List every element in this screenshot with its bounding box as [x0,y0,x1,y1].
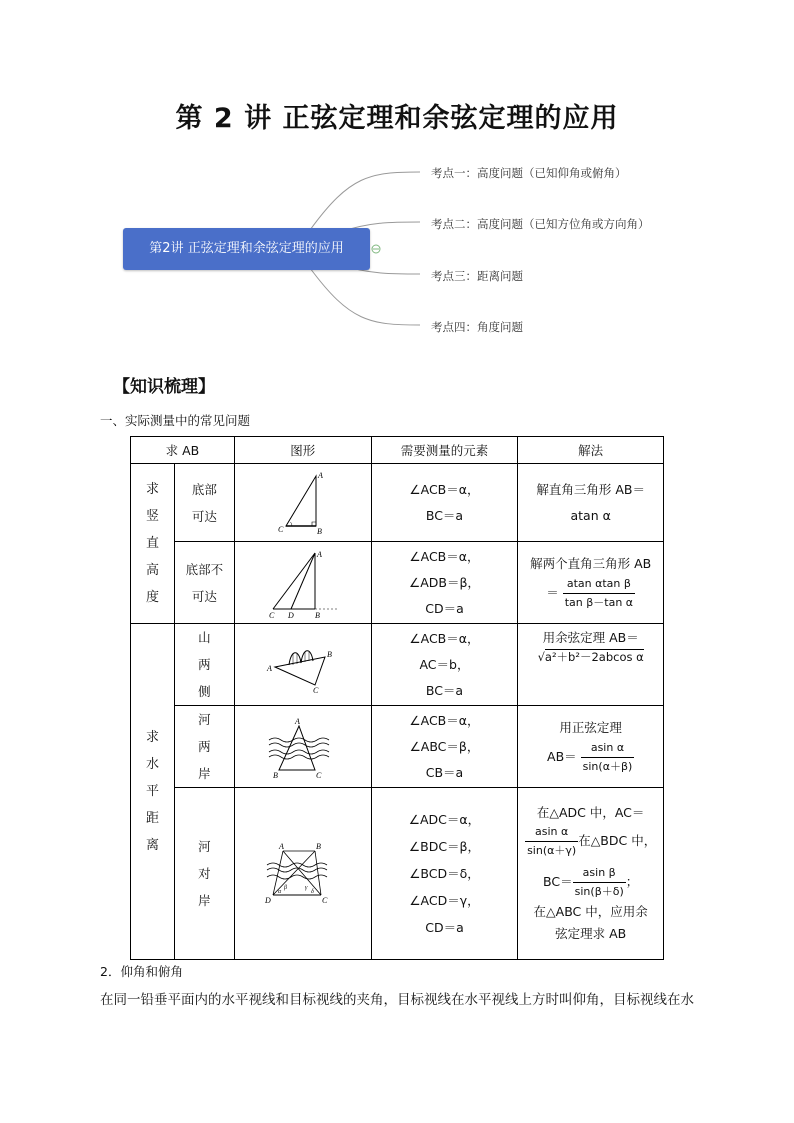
label-beta: β [283,884,287,891]
case-text: 河两岸 [198,712,211,781]
mindmap-branch-4[interactable]: 考点四：角度问题 [431,320,523,334]
label-gamma: γ [304,884,308,891]
sqrt-symbol: √ [537,650,545,664]
case-label [174,464,234,542]
figure-cell [234,464,371,542]
header-method: 解法 [518,437,664,464]
figure-right-triangle [268,468,338,538]
fraction-numerator: atan αtan β [563,575,635,594]
method-cell [518,706,664,788]
method-cell [518,542,664,624]
table-row [131,624,664,706]
fraction-numerator: asin α [525,823,578,842]
method-text: BC＝ [543,873,573,889]
figure-cell [234,788,371,960]
label-a: A [316,549,322,559]
header-elements: 需要测量的元素 [371,437,518,464]
element-text: ∠ADC＝α， [408,812,481,827]
figure-cell [234,706,371,788]
figure-cell [234,624,371,706]
figure-river-two-banks [263,714,343,780]
figure-river-opposite-bank [263,839,343,909]
figure-cell [234,542,371,624]
table-row [131,706,664,788]
method-text: ＝ [546,585,559,600]
method-text: ； [625,873,639,889]
element-text: ∠ACB＝α， [409,548,480,564]
label-b: B [272,770,278,780]
measurement-table [130,436,664,960]
element-text: ∠ACD＝γ， [409,893,480,908]
label-c: C [268,610,275,619]
method-text: 解直角三角形 AB＝ [536,481,645,497]
label-c: C [312,685,319,695]
group-label: 求水平距离 [145,730,159,853]
mindmap-branch-2[interactable]: 考点二：高度问题（已知方位角或方向角） [431,217,650,231]
section-heading: 【知识梳理】 [113,377,215,397]
fraction-denominator: tan β－tan α [564,596,634,609]
fraction [573,864,626,901]
case-text: 山两侧 [198,630,211,699]
label-a: A [294,716,300,726]
element-text: ∠ADB＝β， [409,574,480,590]
fraction [581,739,635,776]
elements-cell [371,464,518,542]
table-row [131,464,664,542]
case-label [174,706,234,788]
label-b: B [326,649,332,659]
element-text: BC＝a [425,682,464,698]
method-cell [518,788,664,960]
element-text: CD＝a [425,600,464,616]
method-formula [518,864,663,901]
fraction [563,575,635,612]
case-label [174,788,234,960]
label-alpha: α [277,888,281,895]
label-a: A [266,663,272,673]
label-c: C [315,770,322,780]
method-cell [518,624,664,706]
mindmap-branch-3[interactable]: 考点三：距离问题 [431,269,523,283]
elements-cell [371,624,518,706]
paragraph-text: 在同一铅垂平面内的水平视线和目标视线的夹角，目标视线在水平视线上方时叫仰角，目标视线在水 [100,992,694,1008]
element-text: ∠ACB＝α， [409,712,480,728]
element-text: CB＝a [425,764,464,780]
method-text: 弦定理求 AB [555,925,627,941]
mindmap-connectors [0,150,794,350]
method-cell [518,464,664,542]
table-row [131,788,664,960]
group-vertical-height [131,464,175,624]
elements-cell [371,788,518,960]
case-text: 底部不可达 [185,561,224,604]
label-c: C [277,524,284,534]
header-figure: 图形 [234,437,371,464]
method-text: 在△ADC 中，AC＝ [536,804,645,820]
elements-cell [371,542,518,624]
element-text: BC＝a [425,507,464,523]
method-text: AB＝ [547,749,577,764]
method-formula [518,739,663,776]
page-title: 第 2 讲 正弦定理和余弦定理的应用 [175,103,619,134]
label-d: D [287,610,294,619]
fraction-denominator: sin(α＋γ) [527,843,577,857]
element-text: CD＝a [425,920,464,935]
method-formula [518,575,663,612]
method-text: 解两个直角三角形 AB [530,556,652,571]
method-text: 在△BDC 中， [578,832,657,848]
element-text: ∠BCD＝δ， [409,866,480,881]
label-b: B [314,610,320,619]
case-label [174,542,234,624]
subsection-heading-2: 2．仰角和俯角 [100,964,183,979]
figure-mountain [263,635,343,695]
group-label: 求竖直高度 [145,482,159,605]
label-delta: δ [310,888,314,895]
fraction-numerator: asin α [581,739,635,758]
fraction-denominator: sin(β＋δ) [574,884,624,898]
sqrt-formula [518,648,663,666]
header-ab: 求 AB [131,437,235,464]
fraction [525,823,578,860]
label-c: C [321,895,328,905]
method-formula [518,823,663,860]
case-text: 河对岸 [198,839,211,908]
label-b: B [315,841,321,851]
mindmap-branch-1[interactable]: 考点一：高度问题（已知仰角或俯角） [431,166,627,180]
case-text: 底部可达 [191,481,217,524]
fraction-denominator: sin(α＋β) [582,760,633,773]
table-row [131,542,664,624]
element-text: ∠ACB＝α， [409,481,480,497]
element-text: AC＝b， [419,656,470,672]
label-d: D [264,895,271,905]
group-horizontal-distance [131,624,175,960]
element-text: ∠ACB＝α， [409,630,480,646]
elements-cell [371,706,518,788]
table-header-row [131,437,664,464]
method-text: atan α [570,507,611,523]
element-text: ∠ABC＝β， [409,738,480,754]
sqrt-radicand: a²＋b²－2abcos α [544,650,644,664]
method-text: 在△ABC 中，应用余 [533,903,648,919]
label-a: A [317,470,323,480]
subsection-heading-1: 一、实际测量中的常见问题 [100,413,251,428]
case-label [174,624,234,706]
label-b: B [316,526,322,536]
method-text: 用余弦定理 AB＝ [542,630,639,645]
method-text: 用正弦定理 [559,720,622,735]
element-text: ∠BDC＝β， [408,839,481,854]
figure-two-triangles [263,547,343,619]
label-a: A [278,841,284,851]
fraction-numerator: asin β [573,864,626,883]
mindmap-root[interactable]: 第2讲 正弦定理和余弦定理的应用 [123,228,370,270]
